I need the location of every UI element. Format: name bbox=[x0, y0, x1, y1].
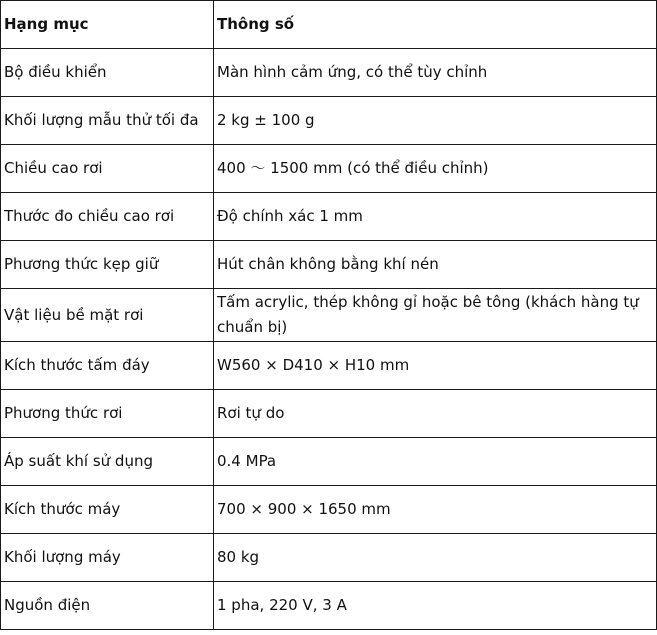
item-cell: Kích thước tấm đáy bbox=[1, 342, 214, 390]
table-row bbox=[1, 534, 657, 582]
table-row bbox=[1, 582, 657, 630]
spec-cell: Rơi tự do bbox=[214, 390, 657, 438]
header-item: Hạng mục bbox=[1, 1, 214, 49]
table-row bbox=[1, 289, 657, 342]
table-row bbox=[1, 342, 657, 390]
table-row bbox=[1, 49, 657, 97]
table-row bbox=[1, 97, 657, 145]
spec-cell: 2 kg ± 100 g bbox=[214, 97, 657, 145]
item-cell: Khối lượng mẫu thử tối đa bbox=[1, 97, 214, 145]
table-row bbox=[1, 438, 657, 486]
spec-cell: W560 × D410 × H10 mm bbox=[214, 342, 657, 390]
item-cell: Áp suất khí sử dụng bbox=[1, 438, 214, 486]
spec-cell: 0.4 MPa bbox=[214, 438, 657, 486]
item-cell: Chiều cao rơi bbox=[1, 145, 214, 193]
item-cell: Kích thước máy bbox=[1, 486, 214, 534]
header-spec: Thông số bbox=[214, 1, 657, 49]
table-row bbox=[1, 145, 657, 193]
item-cell: Bộ điều khiển bbox=[1, 49, 214, 97]
table-row bbox=[1, 390, 657, 438]
table-row bbox=[1, 193, 657, 241]
item-cell: Khối lượng máy bbox=[1, 534, 214, 582]
spec-cell: Tấm acrylic, thép không gỉ hoặc bê tông (khách hàng tự chuẩn bị) bbox=[214, 289, 657, 342]
spec-cell: Độ chính xác 1 mm bbox=[214, 193, 657, 241]
table-row bbox=[1, 241, 657, 289]
spec-cell: 1 pha, 220 V, 3 A bbox=[214, 582, 657, 630]
item-cell: Phương thức kẹp giữ bbox=[1, 241, 214, 289]
header-row bbox=[1, 1, 657, 49]
spec-cell: 80 kg bbox=[214, 534, 657, 582]
spec-cell: 700 × 900 × 1650 mm bbox=[214, 486, 657, 534]
table-row bbox=[1, 486, 657, 534]
spec-cell: 400 ～ 1500 mm (có thể điều chỉnh) bbox=[214, 145, 657, 193]
spec-cell: Màn hình cảm ứng, có thể tùy chỉnh bbox=[214, 49, 657, 97]
item-cell: Vật liệu bề mặt rơi bbox=[1, 289, 214, 342]
spec-cell: Hút chân không bằng khí nén bbox=[214, 241, 657, 289]
item-cell: Nguồn điện bbox=[1, 582, 214, 630]
item-cell: Phương thức rơi bbox=[1, 390, 214, 438]
item-cell: Thước đo chiều cao rơi bbox=[1, 193, 214, 241]
